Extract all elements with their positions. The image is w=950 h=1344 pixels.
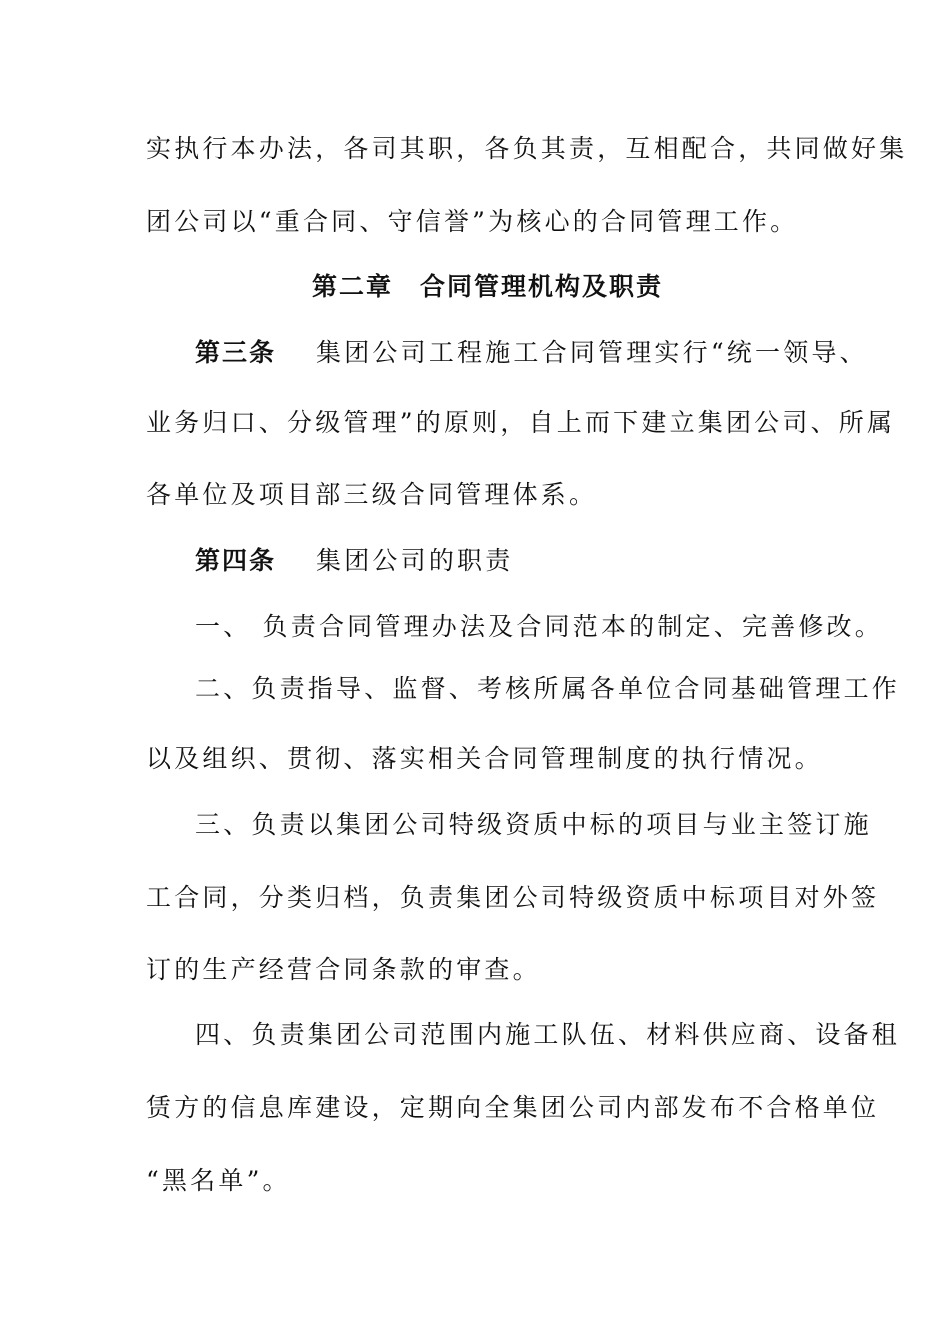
article-3-first-line [195,338,868,368]
article-3-label: 第三条 [195,338,277,367]
intro-line-1: 实执行本办法，各司其职，各负其责，互相配合，共同做好集 [146,134,908,163]
article-3-line-2: 业务归口、分级管理”的原则，自上而下建立集团公司、所属 [146,408,896,437]
item-2-line-1: 二、负责指导、监督、考核所属各单位合同基础管理工作 [195,674,901,703]
article-4-label: 第四条 [195,546,277,575]
item-4-line-2: 赁方的信息库建设，定期向全集团公司内部发布不合格单位 [146,1093,880,1122]
article-4-line [195,546,513,576]
item-4-line-3: “黑名单”。 [146,1166,291,1195]
chapter-title: 第二章 合同管理机构及职责 [312,272,664,301]
item-4-line-1: 四、负责集团公司范围内施工队伍、材料供应商、设备租 [195,1020,901,1049]
article-3-text: 集团公司工程施工合同管理实行“统一领导、 [316,338,868,367]
article-3-line-3: 各单位及项目部三级合同管理体系。 [146,480,598,509]
article-4-text: 集团公司的职责 [316,546,514,575]
item-3-line-2: 工合同，分类归档，负责集团公司特级资质中标项目对外签 [146,883,880,912]
item-2-line-2: 以及组织、贯彻、落实相关合同管理制度的执行情况。 [146,744,823,773]
intro-line-2: 团公司以“重合同、守信誉”为核心的合同管理工作。 [146,207,799,236]
item-3-line-3: 订的生产经营合同条款的审查。 [146,955,541,984]
item-1: 一、 负责合同管理办法及合同范本的制定、完善修改。 [195,612,883,641]
item-3-line-1: 三、负责以集团公司特级资质中标的项目与业主签订施 [195,810,872,839]
